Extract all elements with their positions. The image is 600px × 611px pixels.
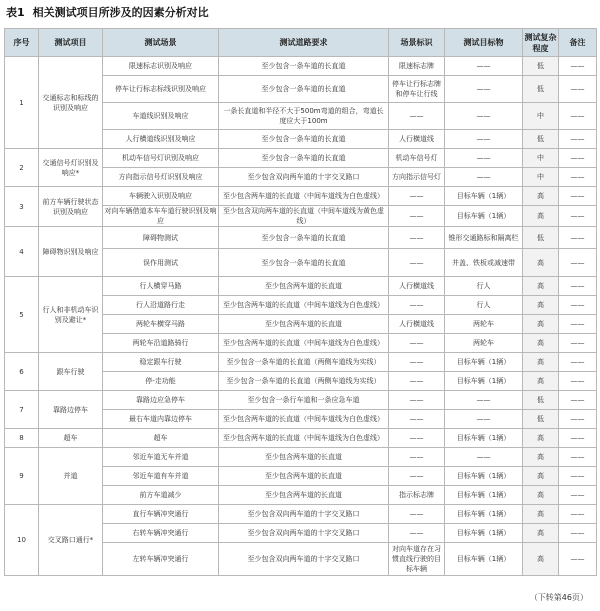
target-cell: 目标车辆（1辆） xyxy=(445,372,523,391)
header-cell: 测试目标物 xyxy=(445,29,523,57)
complexity-cell: 高 xyxy=(523,543,559,576)
road-requirement-cell: 至少包含双向两车道的十字交叉路口 xyxy=(219,505,389,524)
scene-cell: 人行横道线识别及响应 xyxy=(103,130,219,149)
target-cell: 目标车辆（1辆） xyxy=(445,505,523,524)
complexity-cell: 高 xyxy=(523,448,559,467)
scene-cell: 机动车信号灯识别及响应 xyxy=(103,149,219,168)
complexity-cell: 中 xyxy=(523,168,559,187)
target-cell: —— xyxy=(445,410,523,429)
scene-mark-cell: —— xyxy=(389,187,445,206)
complexity-cell: 高 xyxy=(523,206,559,227)
scene-mark-cell: —— xyxy=(389,227,445,249)
road-requirement-cell: 至少包含两车道的长直道 xyxy=(219,277,389,296)
road-requirement-cell: 至少包含一条车道的长直道 xyxy=(219,130,389,149)
scene-cell: 对向车辆借道本车车道行驶识别及响应 xyxy=(104,207,217,225)
target-cell: —— xyxy=(445,168,523,187)
scene-mark-cell: —— xyxy=(389,524,445,543)
target-cell: 行人 xyxy=(445,296,523,315)
road-requirement-cell: 至少包含两车道的长直道（中间车道线为白色虚线） xyxy=(219,187,389,206)
test-item-cell: 交通信号灯识别及响应* xyxy=(39,149,103,187)
test-item-cell: 并道 xyxy=(39,448,103,505)
complexity-cell: 中 xyxy=(523,149,559,168)
note-cell: —— xyxy=(559,524,597,543)
note-cell: —— xyxy=(559,448,597,467)
target-cell: 目标车辆（1辆） xyxy=(445,187,523,206)
road-requirement-cell: 至少包含两车道的长直道（中间车道线为白色虚线） xyxy=(219,410,389,429)
note-cell: —— xyxy=(559,410,597,429)
road-requirement-cell: 至少包含一条车道的长直道 xyxy=(219,76,389,103)
complexity-cell: 高 xyxy=(523,505,559,524)
note-cell: —— xyxy=(559,206,597,227)
test-item-cell: 靠路边停车 xyxy=(39,391,103,429)
road-requirement-cell: 至少包含一条车道的长直道 xyxy=(219,57,389,76)
test-item-cell: 超车 xyxy=(39,429,103,448)
target-cell: 两轮车 xyxy=(445,334,523,353)
scene-mark-cell: —— xyxy=(389,353,445,372)
group-number-cell: 2 xyxy=(5,149,39,187)
complexity-cell: 高 xyxy=(523,467,559,486)
note-cell: —— xyxy=(559,505,597,524)
scene-mark-cell: 人行横道线 xyxy=(389,130,445,149)
scene-cell: 两轮车沿道路骑行 xyxy=(103,334,219,353)
test-item-cell: 交通标志和标线的识别及响应 xyxy=(39,57,103,149)
road-requirement-cell: 至少包含两车道的长直道 xyxy=(219,315,389,334)
scene-cell: 停-走功能 xyxy=(103,372,219,391)
note-cell: —— xyxy=(559,149,597,168)
note-cell: —— xyxy=(559,296,597,315)
scene-mark-cell: —— xyxy=(389,296,445,315)
test-item-cell: 行人和非机动车识别及避让* xyxy=(39,277,103,353)
target-cell: 行人 xyxy=(445,277,523,296)
header-row xyxy=(5,29,597,57)
table-row xyxy=(5,227,597,249)
header-cell: 序号 xyxy=(5,29,39,57)
scene-mark-cell: —— xyxy=(389,391,445,410)
target-cell: 目标车辆（1辆） xyxy=(445,524,523,543)
scene-cell: 前方车道减少 xyxy=(103,486,219,505)
table-row xyxy=(5,429,597,448)
table-row xyxy=(5,187,597,206)
scene-mark-cell: 人行横道线 xyxy=(389,277,445,296)
scene-mark-cell: —— xyxy=(389,505,445,524)
road-requirement-cell: 至少包含两车道的长直道 xyxy=(219,448,389,467)
note-cell: —— xyxy=(559,315,597,334)
scene-cell: 行人沿道路行走 xyxy=(103,296,219,315)
group-number-cell: 1 xyxy=(5,57,39,149)
scene-mark-cell: 对向车道存在习惯直线行驶的目标车辆 xyxy=(389,543,445,576)
complexity-cell: 高 xyxy=(523,524,559,543)
complexity-cell: 高 xyxy=(523,277,559,296)
scene-cell: 靠路边应急停车 xyxy=(103,391,219,410)
header-cell: 测试场景 xyxy=(103,29,219,57)
complexity-cell: 高 xyxy=(523,249,559,277)
road-requirement-cell: 至少包含双向两车道的十字交叉路口 xyxy=(219,168,389,187)
test-item-cell: 障碍物识别及响应 xyxy=(39,227,103,277)
road-requirement-cell: 至少包含双向两车道的十字交叉路口 xyxy=(219,524,389,543)
group-number-cell: 5 xyxy=(5,277,39,353)
complexity-cell: 高 xyxy=(523,353,559,372)
scene-mark-cell: —— xyxy=(389,448,445,467)
road-requirement-cell: 至少包含双向两车道的长直道（中间车道线为黄色虚线） xyxy=(219,206,389,227)
target-cell: —— xyxy=(445,57,523,76)
group-number-cell: 7 xyxy=(5,391,39,429)
target-cell: —— xyxy=(445,149,523,168)
scene-mark-cell: —— xyxy=(389,249,445,277)
scene-mark-cell: 人行横道线 xyxy=(389,315,445,334)
complexity-cell: 高 xyxy=(523,372,559,391)
target-cell: 两轮车 xyxy=(445,315,523,334)
target-cell: —— xyxy=(445,448,523,467)
complexity-cell: 低 xyxy=(523,130,559,149)
table-row xyxy=(5,353,597,372)
scene-cell: 误作用测试 xyxy=(103,249,219,277)
note-cell: —— xyxy=(559,227,597,249)
header-cell: 场景标识 xyxy=(389,29,445,57)
note-cell: —— xyxy=(559,353,597,372)
road-requirement-cell: 至少包含一条车道的长直道 xyxy=(219,149,389,168)
road-requirement-cell: 至少包含一条行车道和一条应急车道 xyxy=(219,391,389,410)
note-cell: —— xyxy=(559,103,597,130)
scene-mark-cell: —— xyxy=(389,103,445,130)
target-cell: 目标车辆（1辆） xyxy=(445,467,523,486)
road-requirement-cell: 至少包含一条车道的长直道 xyxy=(219,227,389,249)
group-number-cell: 9 xyxy=(5,448,39,505)
comparison-table xyxy=(4,28,597,576)
note-cell: —— xyxy=(559,486,597,505)
scene-cell: 邻近车道有车并道 xyxy=(103,467,219,486)
header-cell: 测试复杂程度 xyxy=(523,29,559,57)
target-cell: 目标车辆（1辆） xyxy=(445,206,523,227)
road-requirement-cell: 至少包含两车道的长直道 xyxy=(219,486,389,505)
road-requirement-cell: 至少包含一条车道的长直道（两侧车道线为实线） xyxy=(219,353,389,372)
test-item-cell: 跟车行驶 xyxy=(39,353,103,391)
continued-note: （下转第46页） xyxy=(529,593,588,602)
road-requirement-cell: 至少包含两车道的长直道（中间车道线为白色虚线） xyxy=(219,296,389,315)
note-cell: —— xyxy=(559,467,597,486)
target-cell: —— xyxy=(445,76,523,103)
road-requirement-cell: 至少包含两车道的长直道（中间车道线为白色虚线） xyxy=(219,429,389,448)
scene-cell: 车辆驶入识别及响应 xyxy=(103,187,219,206)
road-requirement-cell: 至少包含一条车道的长直道 xyxy=(219,249,389,277)
complexity-cell: 高 xyxy=(523,334,559,353)
scene-mark-cell: 指示标志牌 xyxy=(389,486,445,505)
target-cell: 目标车辆（1辆） xyxy=(445,543,523,576)
note-cell: —— xyxy=(559,249,597,277)
complexity-cell: 低 xyxy=(523,76,559,103)
header-cell: 测试道路要求 xyxy=(219,29,389,57)
note-cell: —— xyxy=(559,168,597,187)
scene-mark-cell: —— xyxy=(389,410,445,429)
table-row xyxy=(5,391,597,410)
header-cell: 备注 xyxy=(559,29,597,57)
note-cell: —— xyxy=(559,391,597,410)
table-row xyxy=(5,277,597,296)
complexity-cell: 低 xyxy=(523,57,559,76)
scene-cell: 两轮车横穿马路 xyxy=(103,315,219,334)
scene-mark-cell: —— xyxy=(389,334,445,353)
scene-mark-cell: —— xyxy=(389,206,445,227)
scene-cell: 直行车辆冲突通行 xyxy=(103,505,219,524)
complexity-cell: 高 xyxy=(523,296,559,315)
header-cell: 测试项目 xyxy=(39,29,103,57)
scene-cell: 行人横穿马路 xyxy=(103,277,219,296)
target-cell: 锥形交通路标和隔离栏 xyxy=(445,227,523,249)
scene-cell: 限速标志识别及响应 xyxy=(103,57,219,76)
note-cell: —— xyxy=(559,429,597,448)
scene-cell: 右转车辆冲突通行 xyxy=(103,524,219,543)
scene-cell: 稳定跟车行驶 xyxy=(103,353,219,372)
scene-mark-cell: 停车让行标志牌和停车让行线 xyxy=(389,76,445,103)
road-requirement-cell: 至少包含一条车道的长直道（两侧车道线为实线） xyxy=(219,372,389,391)
scene-mark-cell: —— xyxy=(389,372,445,391)
group-number-cell: 8 xyxy=(5,429,39,448)
scene-cell: 最右车道内靠边停车 xyxy=(103,410,219,429)
scene-cell: 邻近车道无车并道 xyxy=(103,448,219,467)
road-requirement-cell: 一条长直道和半径不大于500m弯道的组合，弯道长度应大于100m xyxy=(219,103,389,130)
complexity-cell: 高 xyxy=(523,429,559,448)
complexity-cell: 低 xyxy=(523,227,559,249)
complexity-cell: 中 xyxy=(523,103,559,130)
test-item-cell: 交叉路口通行* xyxy=(39,505,103,576)
scene-cell: 停车让行标志标线识别及响应 xyxy=(103,76,219,103)
target-cell: —— xyxy=(445,391,523,410)
scene-mark-cell: 机动车信号灯 xyxy=(389,149,445,168)
target-cell: —— xyxy=(445,130,523,149)
note-cell: —— xyxy=(559,277,597,296)
note-cell: —— xyxy=(559,372,597,391)
complexity-cell: 低 xyxy=(523,410,559,429)
scene-mark-cell: —— xyxy=(389,429,445,448)
group-number-cell: 10 xyxy=(5,505,39,576)
scene-cell: 车道线识别及响应 xyxy=(103,103,219,130)
target-cell: 目标车辆（1辆） xyxy=(445,429,523,448)
table-title xyxy=(6,3,209,23)
table-row xyxy=(5,448,597,467)
note-cell: —— xyxy=(559,130,597,149)
group-number-cell: 4 xyxy=(5,227,39,277)
scene-mark-cell: —— xyxy=(389,467,445,486)
group-number-cell: 3 xyxy=(5,187,39,227)
scene-cell: 左转车辆冲突通行 xyxy=(103,543,219,576)
road-requirement-cell: 至少包含两车道的长直道 xyxy=(219,467,389,486)
note-cell: —— xyxy=(559,57,597,76)
scene-cell: 障碍物测试 xyxy=(103,227,219,249)
table-row xyxy=(5,57,597,76)
road-requirement-cell: 至少包含两车道的长直道（中间车道线为白色虚线） xyxy=(219,334,389,353)
target-cell: —— xyxy=(445,103,523,130)
scene-cell: 超车 xyxy=(103,429,219,448)
table-row xyxy=(5,149,597,168)
road-requirement-cell: 至少包含双向两车道的十字交叉路口 xyxy=(219,543,389,576)
note-cell: —— xyxy=(559,76,597,103)
note-cell: —— xyxy=(559,543,597,576)
complexity-cell: 高 xyxy=(523,486,559,505)
table-number: 表1 xyxy=(6,6,25,19)
table-row xyxy=(5,505,597,524)
complexity-cell: 高 xyxy=(523,187,559,206)
table-caption: 相关测试项目所涉及的因素分析对比 xyxy=(32,6,209,19)
target-cell: 目标车辆（1辆） xyxy=(445,486,523,505)
scene-mark-cell: 方向指示信号灯 xyxy=(389,168,445,187)
complexity-cell: 高 xyxy=(523,315,559,334)
complexity-cell: 低 xyxy=(523,391,559,410)
scene-mark-cell: 限速标志牌 xyxy=(389,57,445,76)
target-cell: 井盖、铁板或减速带 xyxy=(445,249,523,277)
scene-cell: 方向指示信号灯识别及响应 xyxy=(103,168,219,187)
target-cell: 目标车辆（1辆） xyxy=(445,353,523,372)
test-item-cell: 前方车辆行驶状态识别及响应 xyxy=(39,187,103,227)
note-cell: —— xyxy=(559,334,597,353)
table-body xyxy=(5,57,597,576)
note-cell: —— xyxy=(559,187,597,206)
group-number-cell: 6 xyxy=(5,353,39,391)
